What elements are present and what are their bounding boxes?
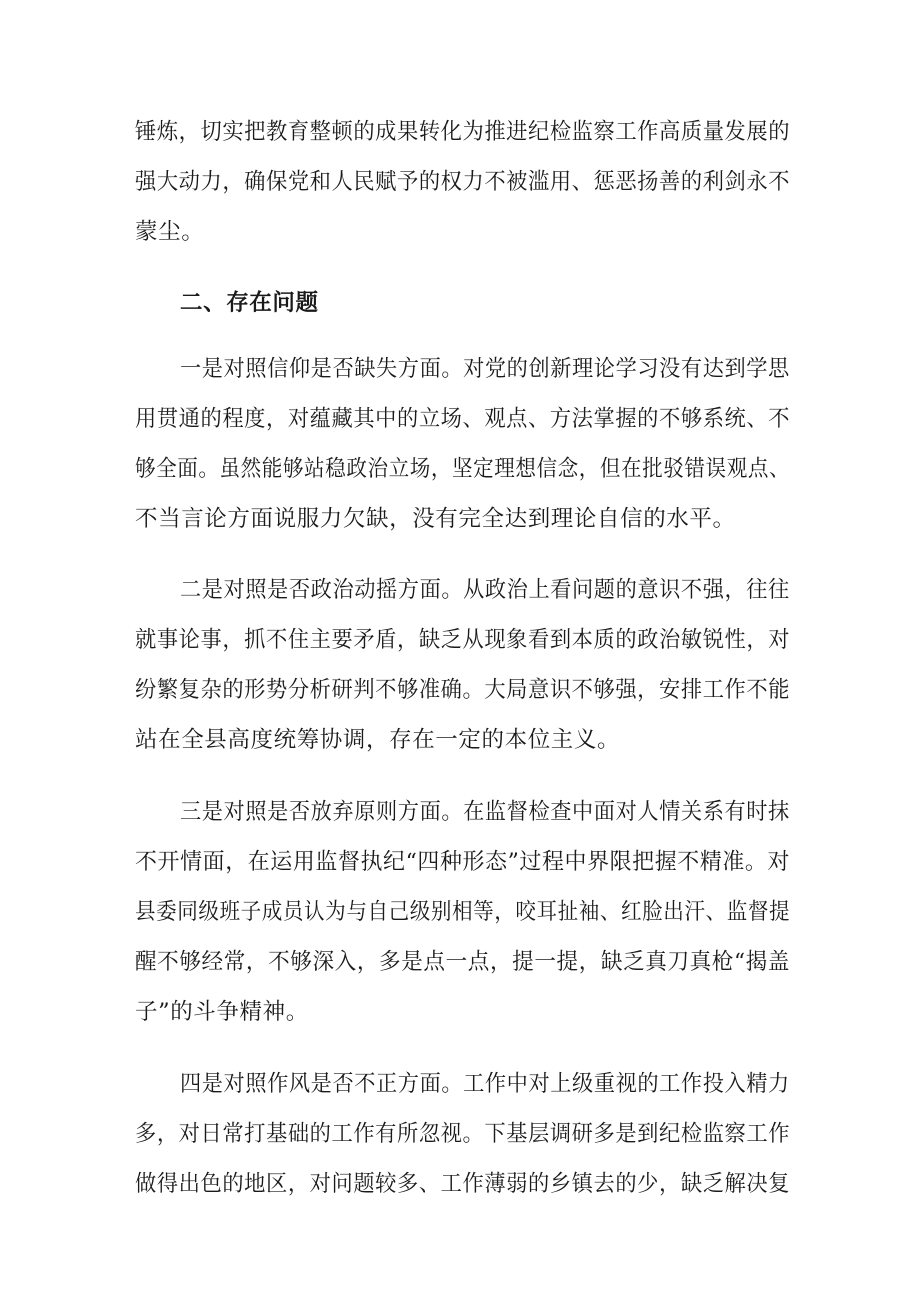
paragraph-line: 用贯通的程度，对蕴藏其中的立场、观点、方法掌握的不够系统、不 <box>135 406 791 432</box>
paragraph-line: 三是对照是否放弃原则方面。在监督检查中面对人情关系有时抹 <box>180 799 790 825</box>
paragraph-line: 纷繁复杂的形势分析研判不够准确。大局意识不够强，安排工作不能 <box>135 677 791 703</box>
intro-line: 蒙尘。 <box>135 219 205 245</box>
paragraph-line: 四是对照作风是否不正方面。工作中对上级重视的工作投入精力 <box>180 1071 790 1097</box>
paragraph-line: 做得出色的地区，对问题较多、工作薄弱的乡镇去的少，缺乏解决复 <box>135 1171 791 1197</box>
paragraph-line: 不开情面，在运用监督执纪“四种形态”过程中界限把握不精准。对 <box>135 849 791 875</box>
paragraph-line: 醒不够经常，不够深入，多是点一点，提一提，缺乏真刀真枪“揭盖 <box>135 949 791 975</box>
paragraph-line: 多，对日常打基础的工作有所忽视。下基层调研多是到纪检监察工作 <box>135 1121 791 1147</box>
paragraph-line: 够全面。虽然能够站稳政治立场，坚定理想信念，但在批驳错误观点、 <box>135 456 791 482</box>
paragraph-line: 二是对照是否政治动摇方面。从政治上看问题的意识不强，往往 <box>180 577 790 603</box>
paragraph-line: 站在全县高度统筹协调，存在一定的本位主义。 <box>135 727 621 753</box>
intro-line: 强大动力，确保党和人民赋予的权力不被滥用、惩恶扬善的利剑永不 <box>135 169 791 195</box>
paragraph-line: 一是对照信仰是否缺失方面。对党的创新理论学习没有达到学思 <box>180 356 790 382</box>
paragraph-line: 子”的斗争精神。 <box>135 999 309 1025</box>
intro-line: 锤炼，切实把教育整顿的成果转化为推进纪检监察工作高质量发展的 <box>135 119 791 145</box>
paragraph-line: 不当言论方面说服力欠缺，没有完全达到理论自信的水平。 <box>135 506 736 532</box>
paragraph-line: 县委同级班子成员认为与自己级别相等，咬耳扯袖、红脸出汗、监督提 <box>135 899 791 925</box>
paragraph-line: 就事论事，抓不住主要矛盾，缺乏从现象看到本质的政治敏锐性，对 <box>135 627 791 653</box>
section-heading: 二、存在问题 <box>180 290 319 316</box>
